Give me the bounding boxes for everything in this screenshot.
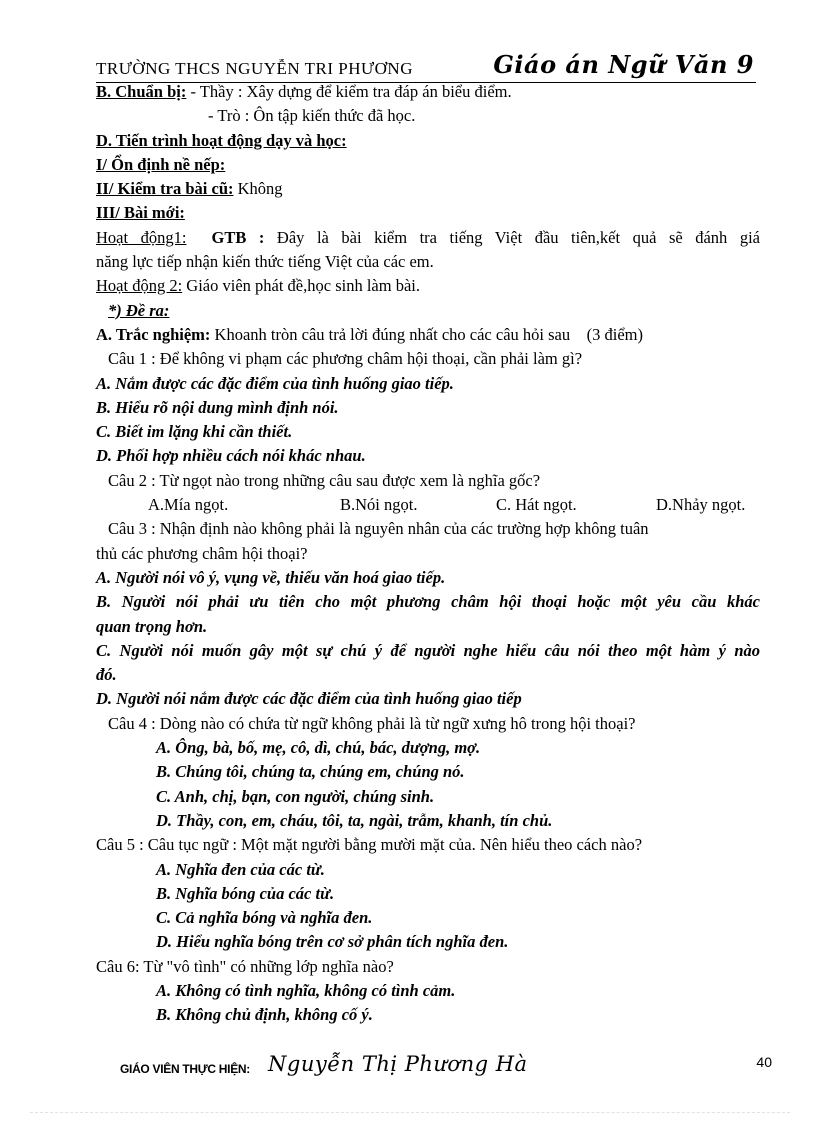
q6-option-a: A. Không có tình nghĩa, không có tình cảm. <box>156 980 456 1000</box>
q4-option-d: D. Thầy, con, em, cháu, tôi, ta, ngài, trẫm, khanh, tín chủ. <box>156 810 553 830</box>
page-number: 40 <box>756 1054 772 1070</box>
activity-1-gtb: GTB : <box>211 227 265 247</box>
q1-question: Câu 1 : Để không vi phạm các phương châm hội thoại, cần phải làm gì? <box>108 349 583 369</box>
q3-option-a: A. Người nói vô ý, vụng về, thiếu văn hoá giao tiếp. <box>96 567 446 587</box>
q2-question: Câu 2 : Từ ngọt nào trong những câu sau được xem là nghĩa gốc? <box>108 470 541 490</box>
step-1: I/ Ổn định nề nếp: <box>96 154 226 174</box>
q6-question: Câu 6: Từ "vô tình" có những lớp nghĩa nào? <box>96 956 394 976</box>
step-2-value: Không <box>233 179 283 199</box>
q6-option-b: B. Không chủ định, không cố ý. <box>156 1005 373 1025</box>
teacher-label: GIÁO VIÊN THỰC HIỆN: <box>120 1062 250 1076</box>
q2-option-a: A.Mía ngọt. <box>148 495 229 515</box>
q1-option-d: D. Phối hợp nhiều cách nói khác nhau. <box>96 446 366 466</box>
page-bottom-divider <box>30 1112 790 1113</box>
q5-option-d: D. Hiểu nghĩa bóng trên cơ sở phân tích nghĩa đen. <box>156 932 509 952</box>
q2-option-c: C. Hát ngọt. <box>496 495 577 515</box>
part-a-label: A. Trắc nghiệm: <box>96 324 211 344</box>
activity-2-text: Giáo viên phát đề,học sinh làm bài. <box>182 276 420 296</box>
q4-option-c: C. Anh, chị, bạn, con người, chúng sinh. <box>156 786 435 806</box>
q5-option-a: A. Nghĩa đen của các từ. <box>156 859 325 879</box>
prep-teacher: - Thầy : Xây dựng để kiểm tra đáp án biểu điểm. <box>186 82 512 101</box>
page-footer <box>120 1050 776 1090</box>
q1-option-b: B. Hiểu rõ nội dung mình định nói. <box>96 397 339 417</box>
q2-option-d: D.Nhảy ngọt. <box>656 495 746 515</box>
page-header <box>96 50 756 83</box>
q3-option-c-line-2: đó. <box>96 665 117 685</box>
exam-label: *) Đề ra: <box>108 300 170 320</box>
part-a-line <box>96 323 760 347</box>
activity-1-text: Đây là bài kiểm tra tiếng Việt đầu tiên,kết quả sẽ đánh giá <box>264 227 760 247</box>
document-body <box>96 80 760 1028</box>
step-2-label: II/ Kiểm tra bài cũ: <box>96 179 234 199</box>
process-heading: D. Tiến trình hoạt động dạy và học: <box>96 130 347 150</box>
q5-question: Câu 5 : Câu tục ngữ : Một mặt người bằng mười mặt của. Nên hiểu theo cách nào? <box>96 835 643 855</box>
q4-option-b: B. Chúng tôi, chúng ta, chúng em, chúng nó. <box>156 762 465 782</box>
subject-title: Giáo án Ngữ Văn 9 <box>493 50 754 79</box>
q2-options <box>96 493 760 517</box>
q5-option-c: C. Cả nghĩa bóng và nghĩa đen. <box>156 908 373 928</box>
q3-option-d: D. Người nói nắm được các đặc điểm của tình huống giao tiếp <box>96 689 522 709</box>
q4-option-a: A. Ông, bà, bố, mẹ, cô, dì, chú, bác, dượng, mợ. <box>156 738 481 758</box>
q3-question-line-1: Câu 3 : Nhận định nào không phải là nguyên nhân của các trường hợp không tuân <box>108 519 649 539</box>
q2-option-b: B.Nói ngọt. <box>340 495 418 515</box>
q3-option-c-line-1: C. Người nói muốn gây một sự chú ý để người nghe hiểu câu nói theo một hàm ý nào <box>96 640 760 660</box>
part-a-points: (3 điểm) <box>586 324 643 344</box>
q1-option-a: A. Nắm được các đặc điểm của tình huống giao tiếp. <box>96 373 454 393</box>
q5-option-b: B. Nghĩa bóng của các từ. <box>156 883 335 903</box>
prep-label: B. Chuẩn bị: <box>96 82 187 101</box>
q3-question-line-2: thủ các phương châm hội thoại? <box>96 543 308 563</box>
q3-option-b-line-1: B. Người nói phải ưu tiên cho một phương châm hội thoại hoặc một yêu cầu khác <box>96 592 760 612</box>
step-2-line <box>96 177 760 201</box>
activity-1-line-2: năng lực tiếp nhận kiến thức tiếng Việt của các em. <box>96 252 434 272</box>
prep-teacher-line <box>96 80 760 104</box>
activity-2-label: Hoạt động 2: <box>96 276 183 296</box>
activity-1-line-1 <box>96 226 760 250</box>
q1-option-c: C. Biết im lặng khi cần thiết. <box>96 422 293 442</box>
q4-question: Câu 4 : Dòng nào có chứa từ ngữ không phải là từ ngữ xưng hô trong hội thoại? <box>108 713 636 733</box>
teacher-signature: Nguyễn Thị Phương Hà <box>268 1052 528 1076</box>
activity-2-line <box>96 274 760 298</box>
part-a-text: Khoanh tròn câu trả lời đúng nhất cho các câu hỏi sau <box>210 324 571 344</box>
school-name: TRƯỜNG THCS NGUYỄN TRI PHƯƠNG <box>96 59 413 78</box>
prep-student-line: - Trò : Ôn tập kiến thức đã học. <box>208 106 416 126</box>
step-3: III/ Bài mới: <box>96 203 185 223</box>
q3-option-b-line-2: quan trọng hơn. <box>96 616 208 636</box>
activity-1-label: Hoạt động1: <box>96 227 187 247</box>
